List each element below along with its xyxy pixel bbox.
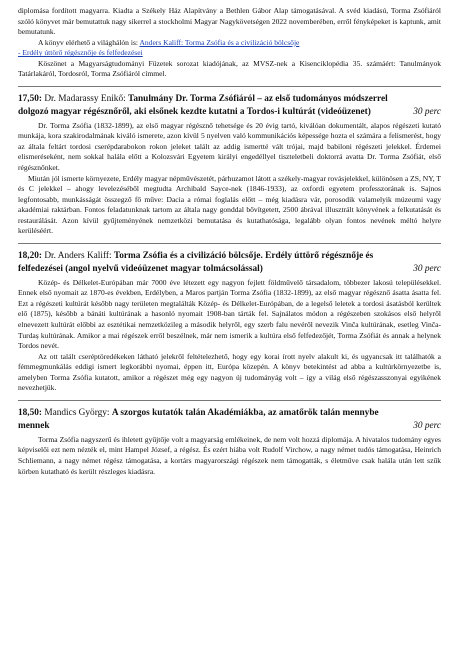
talk-paragraph: Közép- és Délkelet-Európában már 7000 éve létezett egy nagyon fejlett földművelő társadalom, többezer lakosú településekkel. Ennek első nyomait az 1870-es években, Erdélyben, a Maros partján Torma Zsófia (1832-1899), az első magyar régésznő ásatta ásatta fel. Ezt a régészeti kultúrát később nagy területen megtalálták Közép- és Délkelet-Európában, de a legelső leletek a tordosi ásatásból kerültek elő (1875), később a bánáti kultúrának a hasonló nyomait 1908-ban tárták fel. Sajnálatos módon a régészeben szokásos első helyről elnevezett kultúrát előbbi az esztétikai nemzetközileg a második helyről, egy szerb falu nevéről nevezik Vinča kultúrának, esetleg Vinča-Turdaș kultúrának. Amikor a mai régészek erről beszélnek, már nem ismerik a kultúra első felfedezőjét, Torma Zsófiát és annak a helynek Tordos nevét. xyxy=(18,277,441,351)
talk-time: 17,50: xyxy=(18,93,43,104)
book-link[interactable]: Anders Kaliff: Torma Zsófia és a civilizáció bölcsője xyxy=(139,37,300,47)
acknowledgement-paragraph: Köszönet a Magyarságtudományi Füzetek sorozat kiadójának, az MVSZ-nek a Kisenciklopédia 35. számáért: Tanulmányok Tatárlakáról, Tordosról, Torma Zsófiáról címmel. xyxy=(18,58,441,79)
book-link-paragraph xyxy=(18,38,441,49)
talk-paragraph: Torma Zsófia nagyszerű és ihletett gyűjtője volt a magyarság emlékeinek, de nem volt hozzá diplomája. A hivatalos tudomány egyes képviselői ezt nem nézték el, mint Hampel József, a régész. És ezért hiába volt Rudolf Virchow, a nagy német tudós támogatása, Heinrich Schliemann, a nagy német régész támogatása, a kortárs magyarországi régészek nem támogatták, s életműve csak halála után lett szűk körben kutatható és került részleges kiadásra. xyxy=(18,434,441,476)
talk-paragraph: Az ott talált cseréptöredékeken látható jelekről feltételezhető, hogy egy korai írott nyelv alakult ki, és ugyancsak itt találhatók a fémmegmunkálás eddigi ismert legkorábbi nyomai, éppen itt, Európa közepén. A könyv betekintést ad abba a kultúrkörnyezetbe is, amelyben Torma Zsófia kutatott, amikor a régészet még egy nagyon új tudományág volt – így a világ első régészasszonyai egyikének nevezhetjük. xyxy=(18,351,441,393)
talk-time: 18,50: xyxy=(18,407,43,418)
talk-speaker: Dr. Anders Kaliff: xyxy=(42,250,114,261)
document-page xyxy=(18,6,441,477)
talk-title: A szorgos kutatók talán Akadémiákba, az amatőrök talán mennybe mennek xyxy=(18,407,379,431)
talk-heading xyxy=(18,407,441,433)
talk-title: Torma Zsófia és a civilizáció bölcsője. Erdély úttörő régésznője és felfedezései (angol nyelvű videóüzenet magyar tolmácsolással) xyxy=(18,250,374,274)
talk-heading xyxy=(18,93,441,119)
book-link-continued[interactable]: - Erdély úttörő régésznője és felfedezései xyxy=(18,48,143,58)
section-divider xyxy=(18,86,441,87)
talk-heading xyxy=(18,250,441,276)
section-divider xyxy=(18,243,441,244)
talk-duration: 30 perc xyxy=(413,420,441,431)
talk-duration: 30 perc xyxy=(413,106,441,117)
talk-entry xyxy=(18,250,441,394)
talk-entry xyxy=(18,407,441,477)
intro-section xyxy=(18,6,441,80)
talk-title: Tanulmány Dr. Torma Zsófiáról – az első tudományos módszerrel dolgozó magyar régésznőről, aki elsőnek kezdte kutatni a Tordos-i kultúrát (videóüzenet) xyxy=(18,93,388,117)
talk-paragraph: Dr. Torma Zsófia (1832-1899), az első magyar régésznő tehetsége és 20 évig tartó, kiválóan dokumentált, alapos régészeti kutató munkája, kora szakirodalmának kiváló ismerete, azon kívül 5 nyelven való kommunikációs képessége hozta el számára a felismerést, hogy az általa feltárt tordosi cserépdarabokon rokon jeleket talált az addig ismertté vált trójai, majd babiloni régészeti jelekkel. Érdemei elismeréseként, nem sokkal halála előtt a Kolozsvári Egyetem királyi engedéllyel tiszteletbeli doktorrá avatta Dr. Torma Zsófiát, első régésznőnket. xyxy=(18,120,441,173)
talk-time: 18,20: xyxy=(18,250,43,261)
talk-speaker: Dr. Madarassy Enikő: xyxy=(42,93,128,104)
talk-duration: 30 perc xyxy=(413,263,441,274)
talk-paragraph: Miután jól ismerte környezete, Erdély magyar népművészetét, párhuzamot látott a székely-magyar rovásjelekkel, különösen a ZS, NY, T és C jelekkel – ahogy levelezéséből megtudta Archibald Sayce-nek (1846-1933), az oxfordi egyetem professzorának is. Sajnos legfontosabb, munkásságát összegző fő műve: Dacia a római foglalás előtt – még kiadásra vár, porosodik valamelyik múzeumi vagy akadémiai raktárban. Fontos feladatunknak tartom az általa nagy gonddal bővítgetett, 2500 ábrával illusztrált könyvének a felkutatását és restaurálását. Azon kívül gyűjteményének nemzetközi bemutatása és kutathatósága, legalább olyan fontos nevének méltó helyre kerüléséért. xyxy=(18,173,441,236)
section-divider xyxy=(18,400,441,401)
book-link-continuation xyxy=(18,48,441,59)
intro-paragraph: diplomása fordított magyarra. Kiadta a Székely Ház Alapítvány a Bethlen Gábor Alap támogatásával. A svéd kiadású, Torma Zsófiáról szóló könyvet már bemutattuk nagy sikerrel a stockholmi Magyar Nagykövetségen 2022 novemberében, erről fényképeket is kaptunk, amit bemutatunk. xyxy=(18,6,441,37)
talk-entry xyxy=(18,93,441,237)
talk-speaker: Mandics György: xyxy=(42,407,112,418)
book-link-prefix: A könyv elérhető a világhálón is: xyxy=(38,37,140,47)
